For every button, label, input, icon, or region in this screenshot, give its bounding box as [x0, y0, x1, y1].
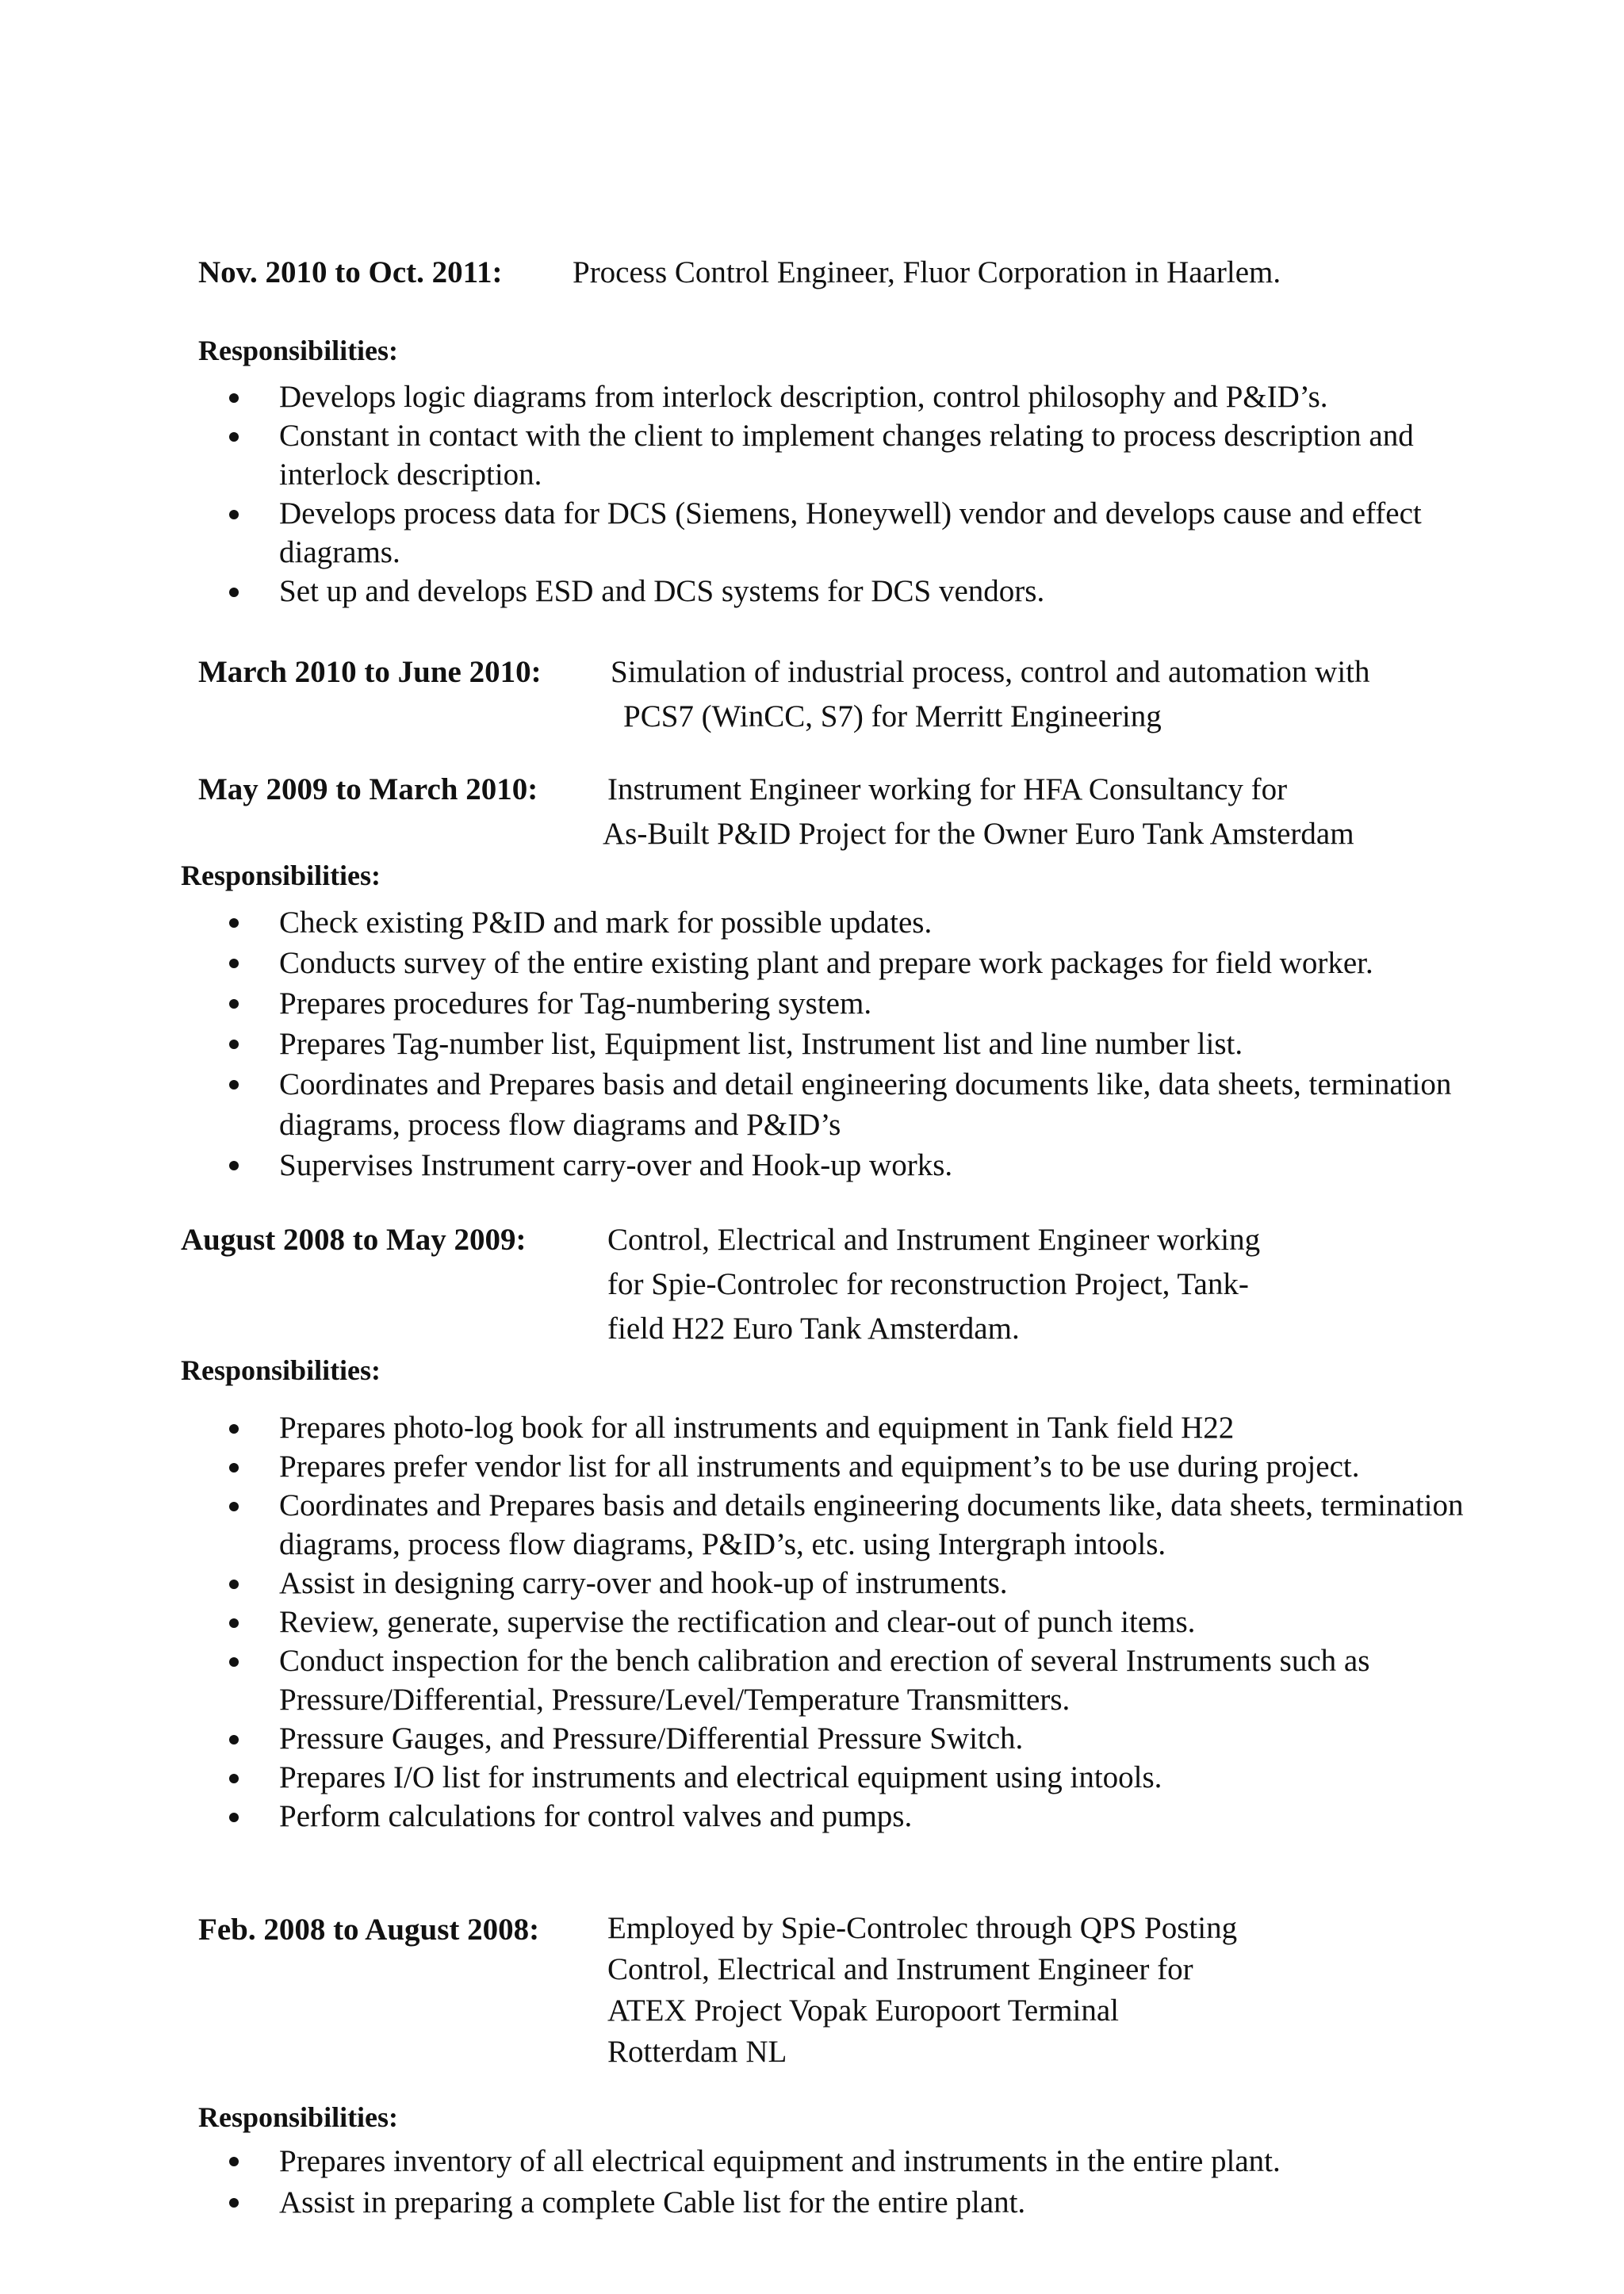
list-item-text: Assist in designing carry-over and hook-up of instruments.: [279, 1566, 1008, 1600]
job-description: [603, 768, 1354, 856]
responsibilities-heading: Responsibilities:: [198, 2101, 399, 2133]
job-description: [607, 1908, 1237, 2073]
bullet-icon: [229, 588, 239, 597]
bullet-icon: [229, 2198, 239, 2208]
job-description-line: Employed by Spie-Controlec through QPS Posting: [607, 1911, 1238, 1945]
job-description-line: ATEX Project Vopak Europoort Terminal: [607, 1993, 1120, 2028]
list-item-text: Perform calculations for control valves and pumps.: [279, 1799, 913, 1833]
list-item: [0, 2141, 1484, 2182]
job-description-line: Process Control Engineer, Fluor Corporation in Haarlem.: [573, 255, 1281, 289]
job-description-line: Simulation of industrial process, control and automation with: [611, 655, 1370, 689]
bullet-icon: [229, 510, 239, 519]
job-description-line: Instrument Engineer working for HFA Consultancy for: [607, 772, 1288, 806]
list-item-text: Coordinates and Prepares basis and detail engineering documents like, data sheets, termination diagrams, process flow diagrams and P&ID’s: [279, 1067, 1452, 1142]
job-dates: Nov. 2010 to Oct. 2011:: [198, 255, 503, 289]
job-description: [611, 650, 1370, 739]
job-description-line: field H22 Euro Tank Amsterdam.: [607, 1312, 1020, 1346]
bullet-icon: [229, 1080, 239, 1090]
job-description: [607, 1218, 1260, 1351]
bullet-icon: [229, 1502, 239, 1511]
list-item-text: Prepares prefer vendor list for all instruments and equipment’s to be use during project.: [279, 1450, 1360, 1484]
job-description-line: PCS7 (WinCC, S7) for Merritt Engineering: [623, 699, 1162, 733]
bullet-icon: [229, 1424, 239, 1434]
job-description-line: for Spie-Controlec for reconstruction Project, Tank-: [607, 1267, 1249, 1301]
job-description-line: Control, Electrical and Instrument Engineer for: [607, 1952, 1193, 1986]
list-item: [0, 1719, 1484, 1758]
job-description: [573, 251, 1281, 295]
bullet-icon: [229, 959, 239, 968]
bullet-icon: [229, 1657, 239, 1667]
bullet-icon: [229, 999, 239, 1009]
list-item-text: Constant in contact with the client to implement changes relating to process description and interlock description.: [279, 419, 1414, 492]
list-item: [0, 1145, 1484, 1185]
responsibilities-list: [0, 1408, 1484, 1836]
bullet-icon: [229, 1040, 239, 1049]
job-dates: August 2008 to May 2009:: [181, 1223, 527, 1257]
list-item: [0, 902, 1484, 943]
list-item: [0, 1758, 1484, 1797]
responsibilities-list: [0, 377, 1484, 611]
list-item-text: Develops logic diagrams from interlock description, control philosophy and P&ID’s.: [279, 380, 1328, 414]
list-item: [0, 1564, 1484, 1603]
list-item: [0, 1797, 1484, 1836]
list-item: [0, 377, 1484, 416]
responsibilities-heading: Responsibilities:: [198, 335, 399, 366]
bullet-icon: [229, 393, 239, 403]
job-description-line: Rotterdam NL: [607, 2035, 787, 2069]
bullet-icon: [229, 918, 239, 928]
list-item-text: Assist in preparing a complete Cable list for the entire plant.: [279, 2185, 1026, 2219]
list-item: [0, 1486, 1484, 1564]
list-item-text: Prepares procedures for Tag-numbering system.: [279, 986, 872, 1021]
bullet-icon: [229, 2157, 239, 2166]
list-item-text: Set up and develops ESD and DCS systems for DCS vendors.: [279, 574, 1045, 608]
bullet-icon: [229, 1618, 239, 1628]
list-item-text: Check existing P&ID and mark for possible updates.: [279, 906, 933, 940]
bullet-icon: [229, 1813, 239, 1822]
bullet-icon: [229, 1580, 239, 1589]
list-item-text: Review, generate, supervise the rectification and clear-out of punch items.: [279, 1605, 1196, 1639]
responsibilities-list: [0, 902, 1484, 1185]
list-item-text: Conduct inspection for the bench calibration and erection of several Instruments such as Pressure/Differential, Pressure/Level/Temperature Transmitters.: [279, 1644, 1370, 1717]
bullet-icon: [229, 1463, 239, 1473]
list-item-text: Prepares inventory of all electrical equipment and instruments in the entire plant.: [279, 2144, 1281, 2178]
list-item: [0, 1024, 1484, 1064]
job-description-line: Control, Electrical and Instrument Engineer working: [607, 1223, 1261, 1257]
responsibilities-heading: Responsibilities:: [181, 860, 381, 891]
list-item-text: Prepares I/O list for instruments and electrical equipment using intools.: [279, 1760, 1162, 1794]
list-item-text: Prepares Tag-number list, Equipment list, Instrument list and line number list.: [279, 1027, 1243, 1061]
list-item: [0, 1603, 1484, 1641]
list-item: [0, 416, 1484, 494]
list-item-text: Develops process data for DCS (Siemens, Honeywell) vendor and develops cause and effect diagrams.: [279, 496, 1422, 569]
list-item: [0, 1447, 1484, 1486]
list-item: [0, 1641, 1484, 1719]
list-item-text: Coordinates and Prepares basis and details engineering documents like, data sheets, termination diagrams, process flow diagrams, P&ID’s, etc. using Intergraph intools.: [279, 1488, 1464, 1561]
responsibilities-heading: Responsibilities:: [181, 1354, 381, 1386]
bullet-icon: [229, 1161, 239, 1170]
list-item: [0, 943, 1484, 983]
list-item: [0, 494, 1484, 572]
job-dates: March 2010 to June 2010:: [198, 655, 542, 689]
list-item: [0, 1064, 1484, 1145]
job-dates: May 2009 to March 2010:: [198, 772, 538, 806]
list-item: [0, 572, 1484, 611]
list-item-text: Pressure Gauges, and Pressure/Differential Pressure Switch.: [279, 1721, 1024, 1756]
job-description-line: As-Built P&ID Project for the Owner Euro Tank Amsterdam: [603, 817, 1354, 851]
responsibilities-list: [0, 2141, 1484, 2223]
bullet-icon: [229, 1735, 239, 1744]
list-item-text: Conducts survey of the entire existing plant and prepare work packages for field worker.: [279, 946, 1373, 980]
list-item: [0, 1408, 1484, 1447]
bullet-icon: [229, 432, 239, 442]
list-item: [0, 983, 1484, 1024]
list-item-text: Prepares photo-log book for all instruments and equipment in Tank field H22: [279, 1411, 1235, 1445]
job-dates: Feb. 2008 to August 2008:: [198, 1913, 540, 1947]
list-item-text: Supervises Instrument carry-over and Hook-up works.: [279, 1148, 953, 1182]
list-item: [0, 2182, 1484, 2223]
bullet-icon: [229, 1774, 239, 1783]
